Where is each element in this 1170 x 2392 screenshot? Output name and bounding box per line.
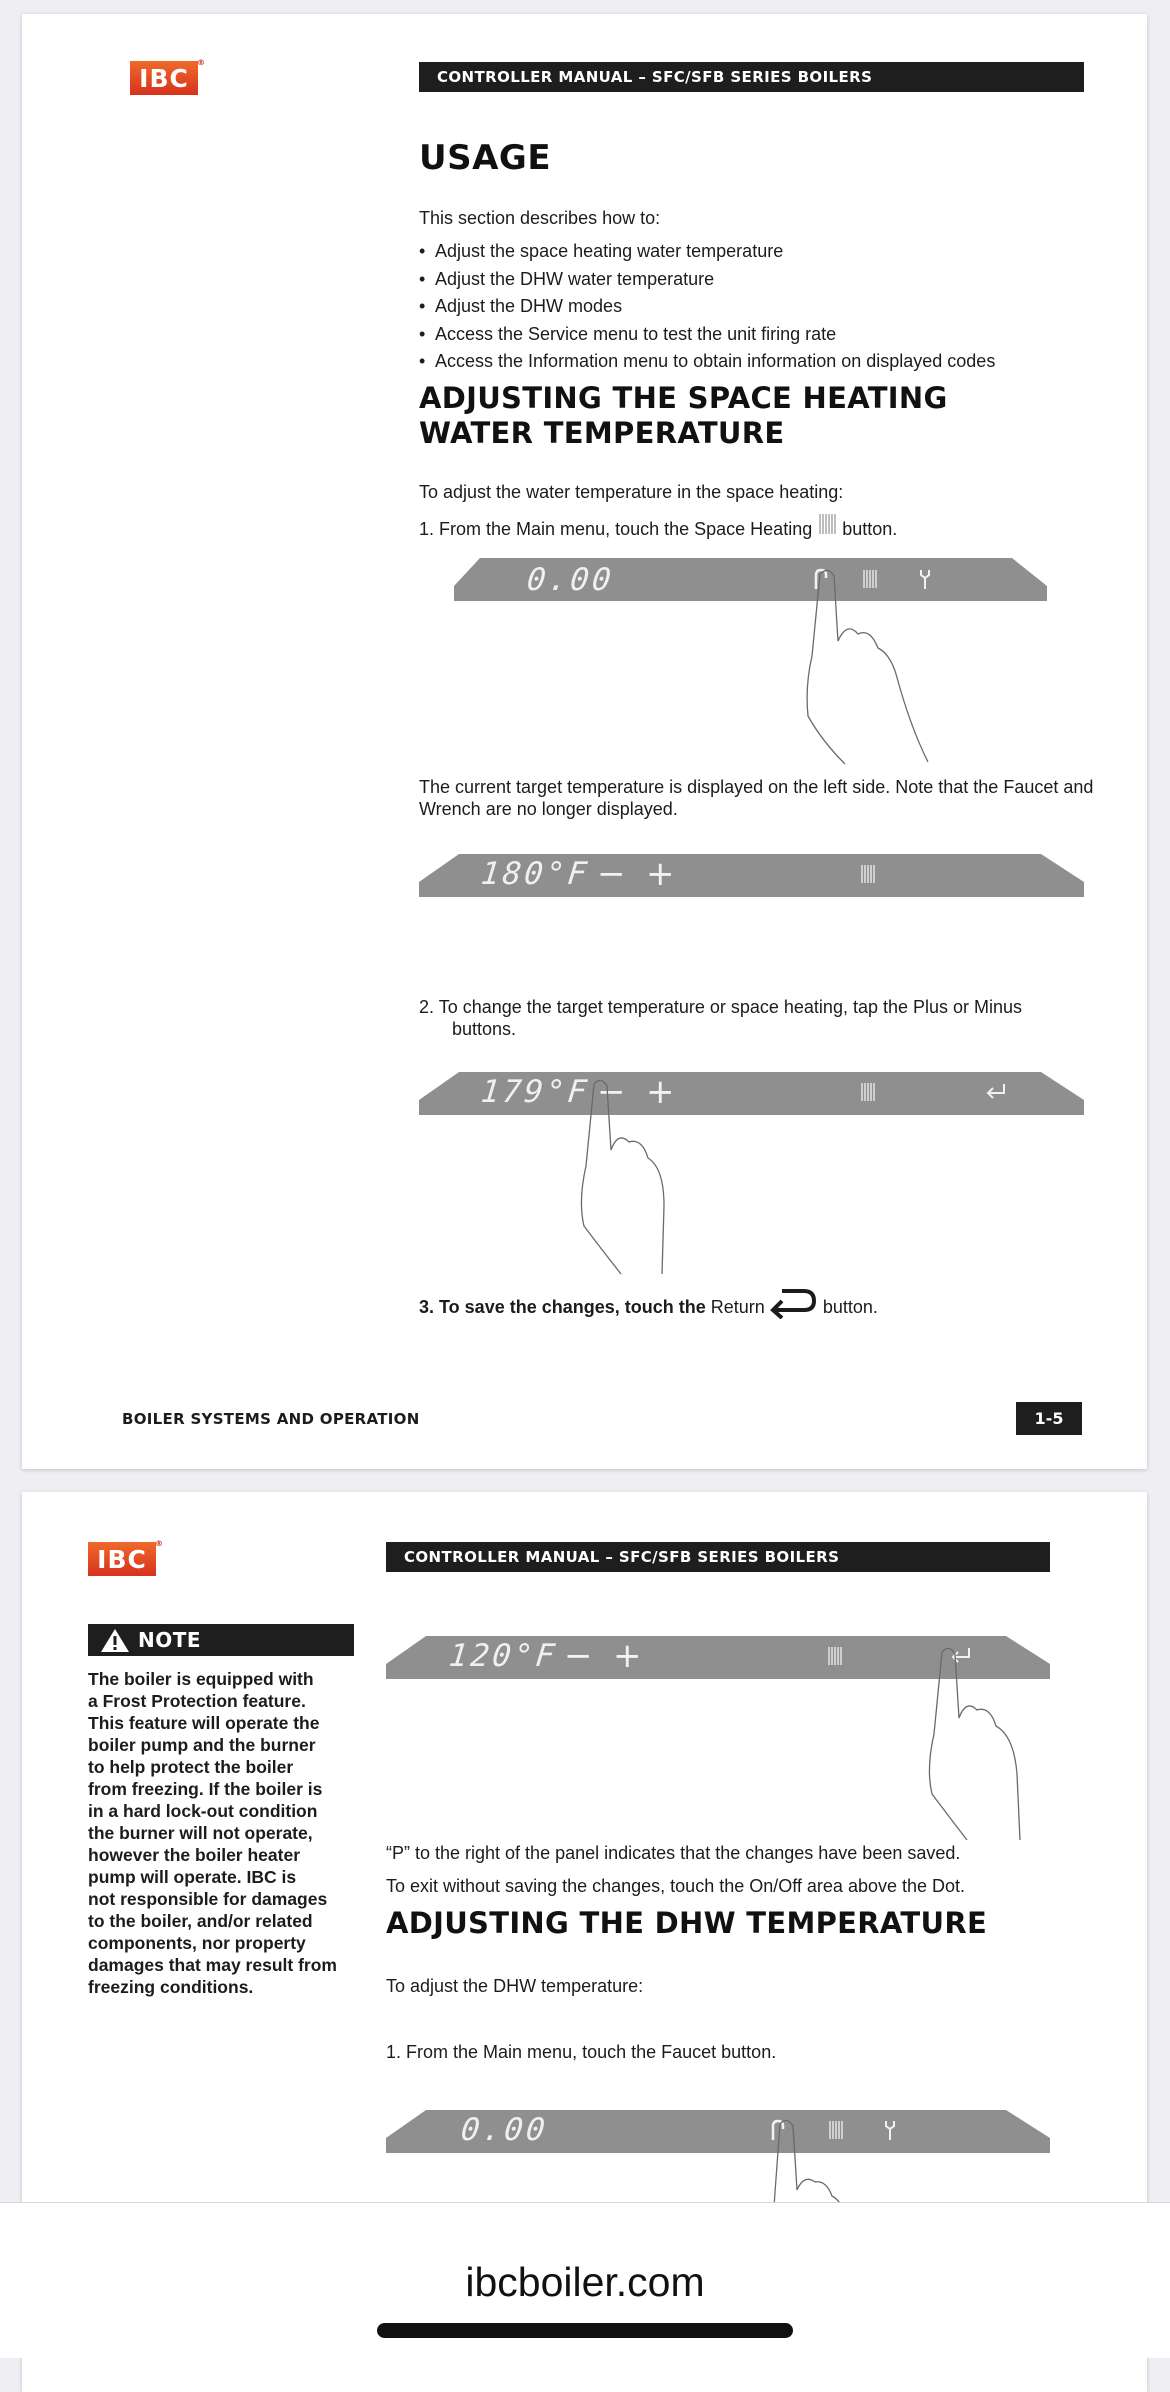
note-text	[88, 1668, 363, 1998]
note-line: boiler pump and the burner	[88, 1735, 316, 1755]
step-2-line-2: buttons.	[452, 1019, 517, 1039]
registered-mark: ®	[197, 58, 206, 67]
panel-display: 120°F	[447, 1638, 560, 1674]
panel-display: 179°F	[479, 1074, 592, 1110]
address-bar-url[interactable]: ibcboiler.com	[465, 2259, 705, 2305]
step-3-end: button.	[822, 1297, 878, 1317]
control-panel-target-180	[419, 850, 1084, 920]
exit-without-saving-text: To exit without saving the changes, touch the On/Off area above the Dot.	[386, 1876, 966, 1896]
plus-button[interactable]: +	[613, 1636, 642, 1676]
hand-pointer-icon	[922, 1644, 1052, 1844]
home-indicator[interactable]	[377, 2323, 793, 2338]
space-heating-icon	[859, 862, 877, 886]
footer-section-title: BOILER SYSTEMS AND OPERATION	[122, 1410, 420, 1428]
saved-indicator-text: “P” to the right of the panel indicates that the changes have been saved.	[386, 1843, 961, 1863]
step-3	[419, 1285, 878, 1319]
note-line: to the boiler, and/or related	[88, 1911, 313, 1931]
registered-mark: ®	[155, 1539, 164, 1548]
note-line: freezing conditions.	[88, 1977, 254, 1997]
note-line: a Frost Protection feature.	[88, 1691, 306, 1711]
note-line: damages that may result from	[88, 1955, 337, 1975]
note-line: This feature will operate the	[88, 1713, 320, 1733]
current-target-paragraph: The current target temperature is displayed on the left side. Note that the Faucet and Wrench are no longer displayed.	[419, 777, 1094, 819]
return-icon[interactable]	[983, 1080, 1009, 1104]
note-line: however the boiler heater	[88, 1845, 301, 1865]
minus-button[interactable]: −	[564, 1636, 593, 1676]
hand-pointer-icon	[574, 1072, 704, 1276]
minus-button[interactable]: −	[597, 854, 626, 894]
section-heading-line-1: ADJUSTING THE SPACE HEATING	[419, 381, 948, 415]
note-line: The boiler is equipped with	[88, 1669, 314, 1689]
hand-pointer-icon	[800, 566, 950, 766]
note-line: not responsible for damages	[88, 1889, 328, 1909]
header-bar	[386, 1542, 1050, 1572]
manual-page-1	[22, 14, 1147, 1469]
step-1	[419, 512, 897, 540]
intro-text: This section describes how to:	[419, 208, 661, 228]
bullet-item: • Adjust the space heating water temperature	[419, 240, 995, 268]
dhw-step-1: 1. From the Main menu, touch the Faucet button.	[386, 2042, 777, 2062]
plus-button[interactable]: +	[646, 854, 675, 894]
control-panel-target-179	[419, 1068, 1084, 1138]
warning-icon	[100, 1627, 130, 1653]
header-title: CONTROLLER MANUAL – SFC/SFB SERIES BOILERS	[404, 1548, 840, 1566]
note-line: components, nor property	[88, 1933, 306, 1953]
control-panel-main-menu-dhw	[386, 2106, 1050, 2176]
logo-text: IBC	[139, 63, 189, 93]
bullet-item: • Adjust the DHW water temperature	[419, 268, 995, 296]
note-line: pump will operate. IBC is	[88, 1867, 297, 1887]
ibc-logo	[88, 1539, 164, 1576]
section-heading-line-2: WATER TEMPERATURE	[419, 416, 785, 450]
step-2-line-1: 2. To change the target temperature or space heating, tap the Plus or Minus	[419, 997, 1023, 1017]
step-3-return-word: Return	[710, 1297, 765, 1317]
note-line: from freezing. If the boiler is	[88, 1779, 323, 1799]
adjust-intro: To adjust the water temperature in the space heating:	[419, 482, 844, 502]
note-line: to help protect the boiler	[88, 1757, 294, 1777]
section-heading-dhw: ADJUSTING THE DHW TEMPERATURE	[386, 1906, 988, 1940]
step-2	[419, 996, 1109, 1040]
logo-text: IBC	[97, 1544, 147, 1574]
bullet-list	[419, 240, 995, 378]
panel-display: 180°F	[479, 856, 592, 892]
bullet-item: • Access the Service menu to test the unit firing rate	[419, 323, 995, 351]
panel-display: 0.00	[459, 2112, 550, 2148]
step-1-suffix: button.	[842, 519, 898, 539]
dhw-intro: To adjust the DHW temperature:	[386, 1976, 644, 1996]
page-number: 1-5	[1016, 1402, 1082, 1435]
section-heading-space-heating	[419, 381, 948, 451]
bullet-item: • Access the Information menu to obtain information on displayed codes	[419, 350, 995, 378]
bullet-item: • Adjust the DHW modes	[419, 295, 995, 323]
space-heating-icon	[826, 1644, 844, 1668]
header-title: CONTROLLER MANUAL – SFC/SFB SERIES BOILERS	[437, 68, 873, 86]
minus-button[interactable]: −	[597, 1072, 626, 1112]
note-header	[88, 1624, 354, 1656]
browser-bottom-bar	[0, 2202, 1170, 2358]
return-icon	[770, 1285, 818, 1319]
space-heating-icon	[859, 1080, 877, 1104]
ibc-logo	[130, 58, 206, 95]
note-line: in a hard lock-out condition	[88, 1801, 318, 1821]
header-bar	[419, 62, 1084, 92]
step-1-text: 1. From the Main menu, touch the Space Heating	[419, 519, 813, 539]
plus-button[interactable]: +	[646, 1072, 675, 1112]
note-title: NOTE	[138, 1628, 202, 1652]
panel-display: 0.00	[525, 562, 616, 598]
step-3-bold: 3. To save the changes, touch the	[419, 1297, 706, 1317]
note-line: the burner will not operate,	[88, 1823, 313, 1843]
space-heating-icon	[817, 512, 837, 538]
usage-heading: USAGE	[419, 138, 552, 178]
control-panel-main-menu	[454, 554, 1049, 624]
